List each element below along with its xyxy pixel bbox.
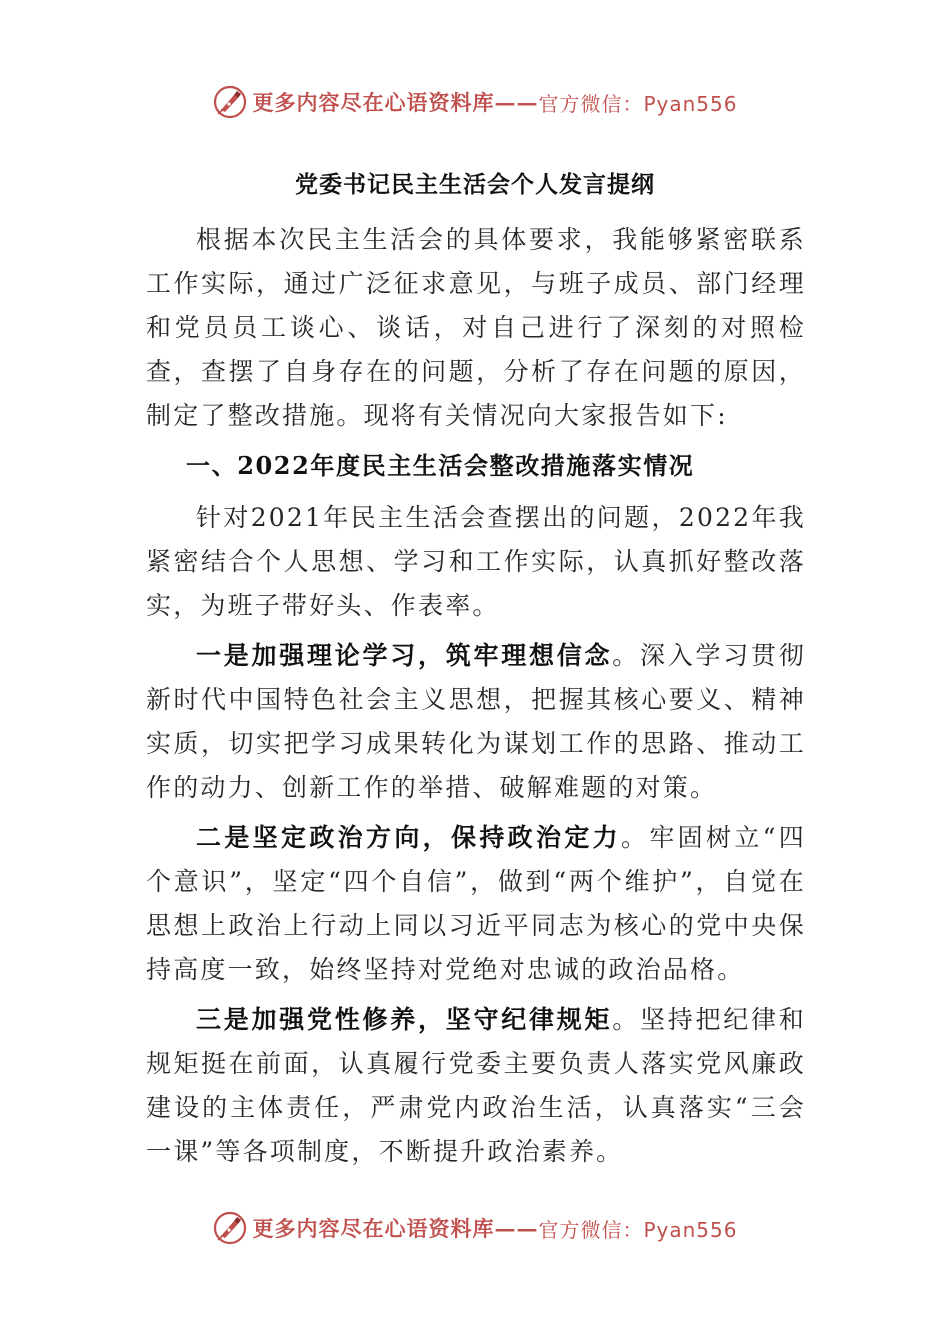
footer-banner <box>0 1208 950 1248</box>
banner-brand-text: 更多内容尽在心语资料库 <box>252 90 495 115</box>
measure-item-3 <box>146 998 806 1174</box>
banner-dash: —— <box>494 89 539 115</box>
banner-dash: —— <box>494 1215 539 1241</box>
document-body <box>146 218 806 1180</box>
measure-item-3-text: 。坚持把纪律和规矩挺在前面，认真履行党委主要负责人落实党风廉政建设的主体责任，严肃党内政治生活，认真落实“三会一课”等各项制度，不断提升政治素养。 <box>146 1005 806 1166</box>
intro-paragraph: 根据本次民主生活会的具体要求，我能够紧密联系工作实际，通过广泛征求意见，与班子成员、部门经理和党员员工谈心、谈话，对自己进行了深刻的对照检查，查摆了自身存在的问题，分析了存在问题的原因，制定了整改措施。现将有关情况向大家报告如下: <box>146 225 806 430</box>
section-heading: 一、2022年度民主生活会整改措施落实情况 <box>186 451 695 480</box>
banner-wechat-text: 官方微信：Pyan556 <box>538 91 738 116</box>
measure-item-1 <box>146 634 806 810</box>
pen-nib-logo-icon <box>212 84 248 120</box>
header-banner <box>0 82 950 122</box>
measure-item-3-lead: 三是加强党性修养，坚守纪律规矩 <box>196 1005 613 1034</box>
measure-item-2-lead: 二是坚定政治方向，保持政治定力 <box>196 823 621 852</box>
document-title: 党委书记民主生活会个人发言提纲 <box>295 171 655 198</box>
measure-item-2 <box>146 816 806 992</box>
banner-brand-text: 更多内容尽在心语资料库 <box>252 1216 495 1241</box>
banner-wechat-text: 官方微信：Pyan556 <box>538 1217 738 1242</box>
section-intro-paragraph: 针对2021年民主生活会查摆出的问题，2022年我紧密结合个人思想、学习和工作实际，认真抓好整改落实，为班子带好头、作表率。 <box>146 503 806 620</box>
measure-item-1-text: 。深入学习贯彻新时代中国特色社会主义思想，把握其核心要义、精神实质，切实把学习成果转化为谋划工作的思路、推动工作的动力、创新工作的举措、破解难题的对策。 <box>146 641 806 802</box>
pen-nib-logo-icon <box>212 1210 248 1246</box>
measure-item-2-text: 。牢固树立“四个意识”，坚定“四个自信”，做到“两个维护”，自觉在思想上政治上行动上同以习近平同志为核心的党中央保持高度一致，始终坚持对党绝对忠诚的政治品格。 <box>146 823 806 984</box>
measure-item-1-lead: 一是加强理论学习，筑牢理想信念 <box>196 641 613 670</box>
